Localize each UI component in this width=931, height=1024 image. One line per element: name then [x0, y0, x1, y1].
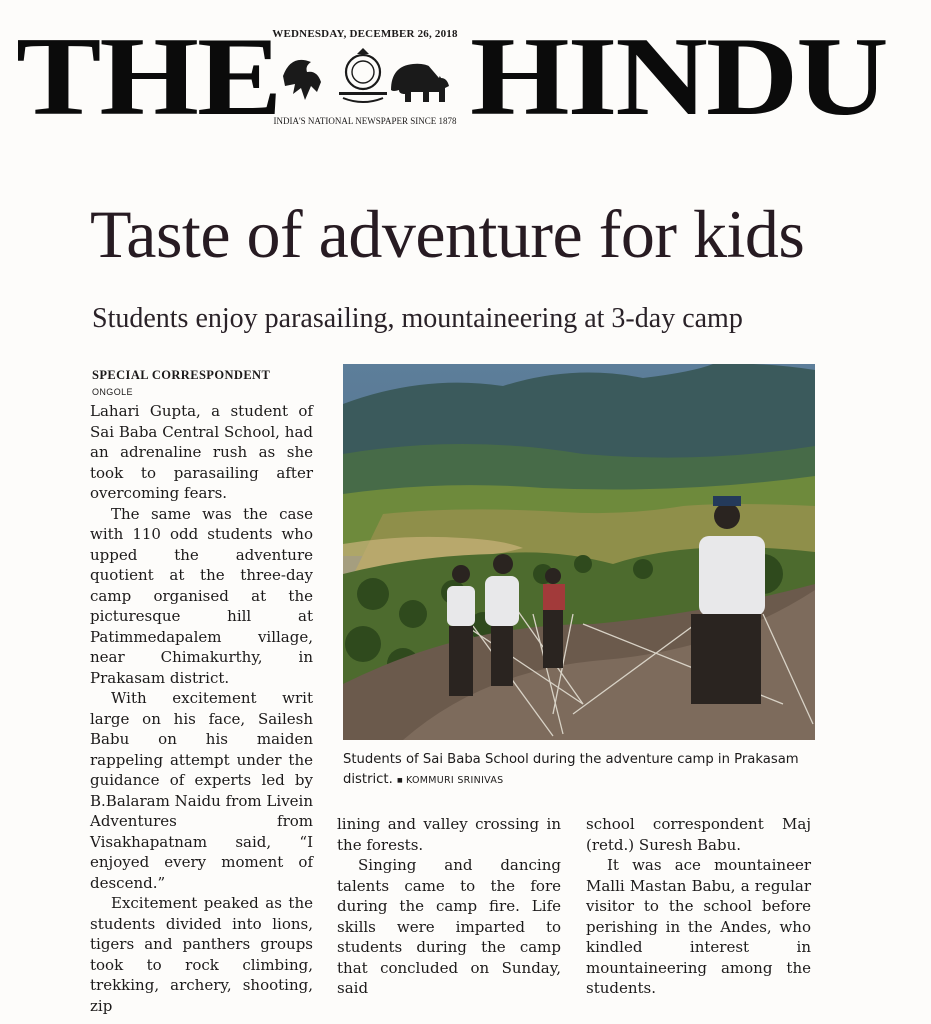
subheadline: Students enjoy parasailing, mountaineering at 3-day camp	[92, 303, 743, 334]
article-column-1	[90, 401, 313, 1016]
caption-text: Students of Sai Baba School during the adventure camp in Prakasam district.	[343, 752, 799, 787]
masthead-center	[272, 28, 458, 126]
article-column-3	[586, 814, 811, 999]
masthead-hindu: HINDU	[470, 13, 887, 139]
byline: SPECIAL CORRESPONDENT	[92, 368, 271, 382]
paragraph: Lahari Gupta, a student of Sai Baba Central School, had an adrenaline rush as she took to parasailing after overcoming fears.	[90, 402, 313, 502]
rappelling-photo-image	[343, 364, 815, 740]
paragraph: With excitement writ large on his face, Sailesh Babu on his maiden rappeling attempt under the guidance of experts led by B.Balaram Naidu from Livein Adventures from Visakhapatnam said, “I enjoyed every moment of descend.”	[90, 689, 313, 892]
masthead-tagline: INDIA'S NATIONAL NEWSPAPER SINCE 1878	[273, 116, 457, 126]
paragraph: It was ace mountaineer Malli Mastan Babu, a regular visitor to the school before perishing in the Andes, who kindled interest in mountaineering among the students.	[586, 856, 811, 997]
dateline-place: ONGOLE	[92, 387, 133, 397]
paragraph: Excitement peaked as the students divided into lions, tigers and panthers groups took to rock climbing, trekking, archery, shooting, zip	[90, 894, 313, 1015]
photo-credit: ■ KOMMURI SRINIVAS	[397, 775, 504, 786]
emblem-crest-icon	[277, 46, 453, 108]
paragraph: school correspondent Maj (retd.) Suresh Babu.	[586, 815, 811, 854]
article-column-2	[337, 814, 561, 999]
edition-date: WEDNESDAY, DECEMBER 26, 2018	[272, 28, 458, 40]
photo-caption	[343, 750, 813, 791]
masthead-the: THE	[16, 13, 281, 139]
paragraph: lining and valley crossing in the forests.	[337, 815, 561, 854]
paragraph: The same was the case with 110 odd students who upped the adventure quotient at the three-day camp organised at the picturesque hill at Patimmedapalem village, near Chimakurthy, in Prakasam district.	[90, 504, 313, 687]
paragraph: Singing and dancing talents came to the fore during the camp fire. Life skills were imparted to students during the camp that concluded on Sunday, said	[337, 856, 561, 997]
article-photo	[343, 364, 815, 740]
headline: Taste of adventure for kids	[90, 196, 805, 272]
